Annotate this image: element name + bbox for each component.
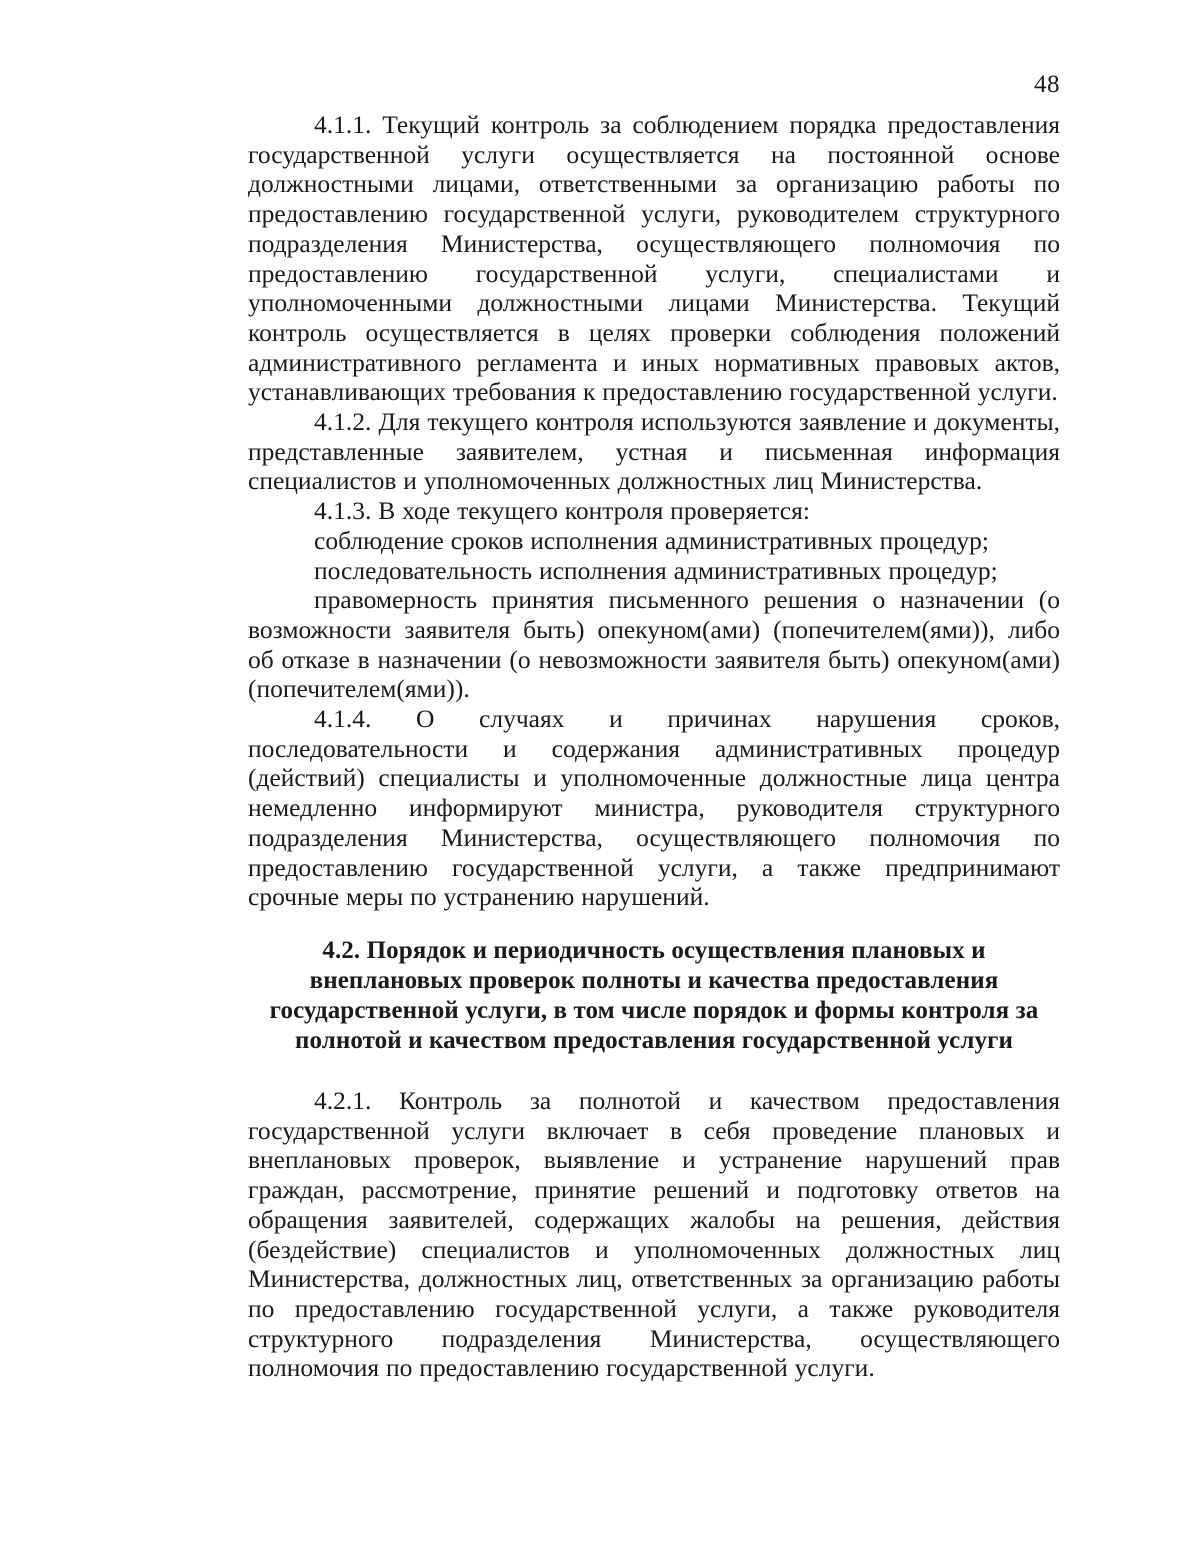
paragraph-4-1-2: 4.1.2. Для текущего контроля используются заявление и документы, представленные заявителем, устная и письменная информация специалистов и уполномоченных должностных лиц Министерства. [248,407,1060,496]
heading-line: государственной услуги, в том числе порядок и формы контроля за [269,996,1039,1024]
list-item-legality: правомерность принятия письменного решения о назначении (о возможности заявителя быть) опекуном(ами) (попечителем(ями)), либо об отказе в назначении (о невозможности заявителя быть) опекуном(ами) (попечителем(ями)). [248,585,1060,704]
list-item-deadlines: соблюдение сроков исполнения административных процедур; [314,525,989,555]
paragraph-4-2-1: 4.2.1. Контроль за полнотой и качеством предоставления государственной услуги включает в себя проведение плановых и внеплановых проверок, выявление и устранение нарушений прав граждан, рассмотрение, принятие решений и подготовку ответов на обращения заявителей, содержащих жалобы на решения, действия (бездействие) специалистов и уполномоченных должностных лиц Министерства, должностных лиц, ответственных за организацию работы по предоставлению государственной услуги, а также руководителя структурного подразделения Министерства, осуществляющего полномочия по предоставлению государственной услуги. [248,1085,1060,1383]
heading-line: 4.2. Порядок и периодичность осуществления плановых и [322,936,986,964]
page-number: 48 [1034,71,1060,98]
document-body [248,110,1060,1383]
list-item-sequence: последовательность исполнения административных процедур; [314,555,998,585]
paragraph-4-1-3: 4.1.3. В ходе текущего контроля проверяется: [314,496,810,526]
paragraph-4-1-4: 4.1.4. О случаях и причинах нарушения сроков, последовательности и содержания административных процедур (действий) специалисты и уполномоченные должностные лица центра немедленно информируют министра, руководителя структурного подразделения Министерства, осуществляющего полномочия по предоставлению государственной услуги, а также предпринимают срочные меры по устранению нарушений. [248,704,1060,912]
section-heading-4-2 [248,936,1060,1056]
heading-line: внеплановых проверок полноты и качества предоставления [309,966,999,994]
paragraph-4-1-1: 4.1.1. Текущий контроль за соблюдением порядка предоставления государственной услуги осуществляется на постоянной основе должностными лицами, ответственными за организацию работы по предоставлению государственной услуги, руководителем структурного подразделения Министерства, осуществляющего полномочия по предоставлению государственной услуги, специалистами и уполномоченными должностными лицами Министерства. Текущий контроль осуществляется в целях проверки соблюдения положений административного регламента и иных нормативных правовых актов, устанавливающих требования к предоставлению государственной услуги. [248,110,1060,407]
heading-line: полнотой и качеством предоставления государственной услуги [294,1026,1014,1054]
